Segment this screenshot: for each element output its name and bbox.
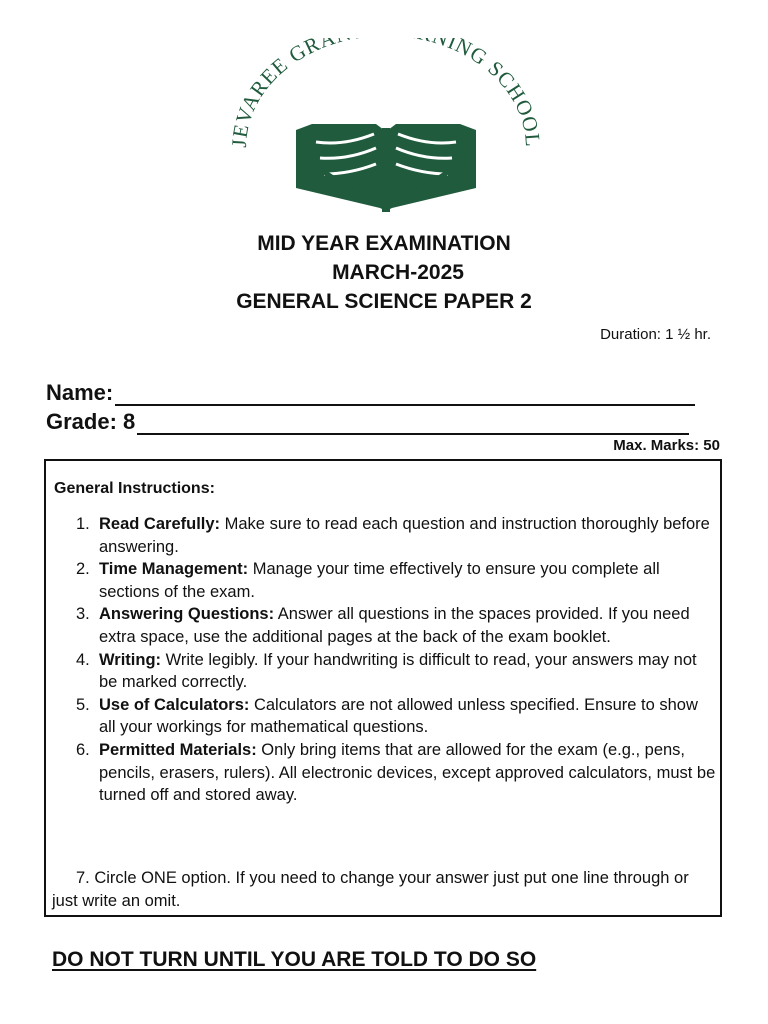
instruction-text: Answer all questions in the spaces provided. If you need extra space, use the additional pages at the back of the exam booklet. bbox=[99, 605, 690, 646]
exam-date: MARCH-2025 bbox=[332, 261, 464, 284]
instruction-item bbox=[54, 694, 718, 739]
instruction-heading: Use of Calculators: bbox=[99, 695, 250, 714]
name-label: Name: bbox=[46, 380, 114, 405]
instruction-item-7: 7. Circle ONE option. If you need to change your answer just put one line through or just write an omit. bbox=[52, 869, 689, 910]
instruction-heading: Read Carefully: bbox=[99, 515, 221, 533]
instructions-list bbox=[54, 513, 718, 807]
instruction-item bbox=[54, 603, 718, 648]
instruction-number: 5. bbox=[76, 695, 90, 714]
instruction-item bbox=[54, 513, 718, 558]
paper-title: GENERAL SCIENCE PAPER 2 bbox=[236, 290, 532, 313]
instruction-number: 6. bbox=[76, 740, 90, 759]
instruction-number: 3. bbox=[76, 605, 90, 624]
name-field[interactable] bbox=[46, 380, 695, 406]
instruction-item bbox=[54, 558, 718, 603]
do-not-turn-warning: DO NOT TURN UNTIL YOU ARE TOLD TO DO SO bbox=[52, 948, 537, 971]
grade-line[interactable] bbox=[137, 413, 689, 435]
instructions-box bbox=[44, 459, 722, 917]
max-marks: Max. Marks: 50 bbox=[613, 437, 720, 454]
instruction-item bbox=[54, 739, 718, 807]
exam-title: MID YEAR EXAMINATION bbox=[257, 232, 511, 255]
instruction-number: 1. bbox=[76, 515, 90, 533]
svg-text:JEVAREE GRANT LEARNING SCHOOL: JEVAREE GRA ING SCHOOL bbox=[226, 38, 546, 149]
instruction-item bbox=[54, 649, 718, 694]
instruction-heading: Answering Questions: bbox=[99, 605, 275, 624]
instruction-heading: Writing: bbox=[99, 650, 162, 669]
instruction-text: Make sure to read each question and instruction thoroughly before answering. bbox=[99, 515, 710, 556]
grade-label: Grade: 8 bbox=[46, 409, 136, 434]
grade-field[interactable] bbox=[46, 409, 689, 435]
instruction-text: Manage your time effectively to ensure you complete all sections of the exam. bbox=[99, 560, 660, 601]
name-line[interactable] bbox=[115, 384, 695, 406]
instruction-number: 2. bbox=[76, 560, 90, 579]
instruction-text: Write legibly. If your handwriting is difficult to read, your answers may not be marked correctly. bbox=[99, 650, 697, 692]
instruction-text: Only bring items that are allowed for the exam (e.g., pens, pencils, erasers, rulers). All electronic devices, except approved calculators, must be turned off and stored away. bbox=[99, 740, 716, 805]
instruction-heading: Time Management: bbox=[99, 560, 249, 579]
instruction-number: 4. bbox=[76, 650, 90, 669]
school-logo bbox=[224, 38, 548, 220]
instructions-title: General Instructions: bbox=[54, 480, 215, 497]
instruction-heading: Permitted Materials: bbox=[99, 740, 257, 759]
instruction-text: Calculators are not allowed unless specified. Ensure to show all your workings for mathematical questions. bbox=[99, 695, 698, 737]
duration: Duration: 1 ½ hr. bbox=[600, 326, 711, 343]
